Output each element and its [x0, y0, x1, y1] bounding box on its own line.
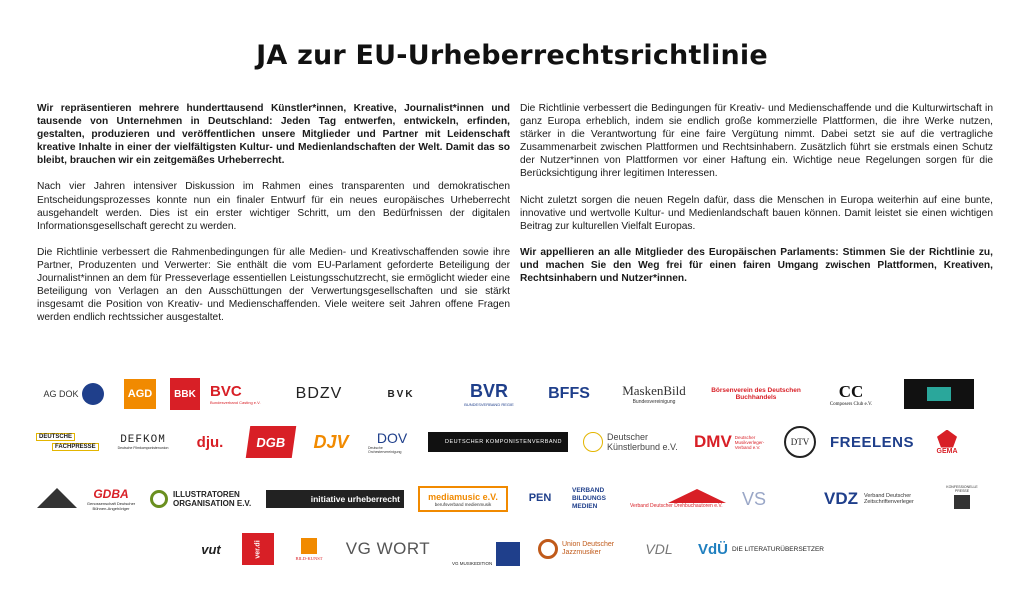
logo-bvc: [210, 378, 272, 410]
logo-vdz: [824, 484, 936, 514]
logo-text: AG DOK: [43, 389, 79, 399]
logo-udj: [538, 532, 626, 566]
logo-text: GDBA: [93, 487, 129, 501]
page-title: JA zur EU-Urheberrechtsrichtlinie: [256, 40, 768, 71]
logo-maskenbild: [618, 378, 690, 410]
logo-subtext: Deutscher Musikverleger-Verband e.V.: [734, 434, 765, 450]
logo-composers-club: [818, 378, 884, 410]
logo-text: PEN: [528, 492, 552, 504]
logo-dgb: [246, 426, 296, 458]
logo-gema: [930, 425, 964, 459]
logo-subtext: BUNDESVERBAND REGIE: [464, 402, 514, 407]
logo-dtv: [784, 426, 816, 458]
logo-bffs: [534, 380, 604, 408]
mark-icon: [496, 542, 520, 566]
logo-text: FREELENS: [829, 433, 914, 451]
logo-gdba: [82, 484, 140, 514]
logo-konfessionelle-presse: [944, 480, 980, 514]
logo-text: FACHPRESSE: [52, 443, 99, 451]
logo-text: BDZV: [295, 385, 343, 402]
logo-bdzv: [284, 378, 354, 410]
circle-mark-icon: [538, 539, 558, 559]
circle-mark-icon: [150, 490, 168, 508]
logo-dmv: [694, 426, 774, 458]
logo-verdi: [242, 533, 274, 565]
paragraph: Die Richtlinie verbessert die Bedingungen für Kreativ- und Medienschaffende und die Kulturwirtschaft in ganz Europa erheblich, indem sie endlich große kommerzielle Plattformen, die ihre Werke nutzen, stärker in die Verantwortung für eine faire Vergütung nimmt. Dabei setzt sie auf die vertragliche Zusammenarbeit zwischen Plattformen und Rechtsinhabern. Zusätzlich führt sie erstmals einen Schutz der Nutzer*innen von Plattformen vor einer Haftung ein. Wichtige neue Regelungen sorgen für die Berücksichtigung ihrer legitimen Interessen.: [520, 103, 993, 180]
logo-subtext: Deutsche Orchestervereinigung: [368, 446, 402, 454]
logo-text: Union Deutscher Jazzmusiker: [562, 541, 615, 556]
logo-gdba-mark: [36, 485, 78, 511]
logo-text: VERBAND BILDUNGS MEDIEN: [572, 487, 606, 510]
logo-text: ILLUSTRATOREN ORGANISATION E.V.: [173, 490, 252, 508]
logo-bvk: [366, 380, 436, 408]
logo-subtext: Deutsche Filmkomponistenunion: [117, 446, 169, 450]
logo-text: Verband Deutscher Drehbuchautoren e.V.: [630, 503, 723, 509]
logo-dov: [368, 426, 416, 458]
logo-text: Börsenverein des Deutschen Buchhandels: [711, 387, 801, 401]
logo-text: KONFESSIONELLE PRESSE: [946, 485, 978, 493]
logo-text: dju.: [196, 433, 224, 451]
logo-subtext: DIE LITERATURÜBERSETZER: [732, 545, 824, 553]
logo-text: VG MUSIKEDITION: [452, 561, 493, 566]
logo-illustratoren: [150, 484, 260, 514]
logo-text: DOV: [376, 430, 408, 446]
logo-subtext: berufsverband medienmusik: [434, 501, 492, 507]
logo-text: VDL: [645, 541, 673, 557]
paragraph: Nach vier Jahren intensiver Diskussion im Rahmen eines transparenten und demokratischen Entscheidungsprozesses konnte nun ein finaler Entwurf für ein neues europäisches Urheberrecht ausgehandelt werden. Dies ist ein erster wichtiger Schritt, um den Bedürfnissen der digitalen Informationsgesellschaft gerecht zu werden.: [37, 181, 510, 232]
logo-pen: [520, 482, 560, 514]
logo-vgwort: [338, 536, 438, 562]
triangle-mark-icon: [37, 488, 77, 508]
logo-subtext: Verband Deutscher Zeitschriftenverleger: [864, 493, 914, 505]
logo-vs: [742, 482, 812, 516]
logo-text: vut: [201, 541, 221, 557]
appeal-paragraph: Wir appellieren an alle Mitglieder des Europäischen Parlaments: Stimmen Sie der Richtlinie zu, und machen Sie den Weg frei für einen fairen Umgang zwischen Plattformen, Kreativen, Rechtsinhabern und Nutzer*innen.: [520, 246, 993, 285]
logo-text: MaskenBild: [622, 383, 686, 398]
paragraph: Nicht zuletzt sorgen die neuen Regeln dafür, dass die Menschen in Europa weiterhin auf eine bunte, innovative und wertvolle Kultur- und Medienlandschaft bauen können. Damit leistet sie einen wichtigen Beitrag zur kulturellen Vielfalt Europas.: [520, 194, 993, 232]
logo-text: mediamusic e.V.: [428, 491, 498, 502]
logo-defkom: [112, 427, 174, 457]
logo-djv: [308, 426, 354, 458]
paragraph: Die Richtlinie verbessert die Rahmenbedingungen für alle Medien- und Kreativschaffenden sowie ihre Partner, Produzenten und Verwerter: Sie enthält die vom EU-Parlament geforderte Beteiligung der Journalist*innen an dem für Presseverlage essentiellen Leistungsschutzrecht, sie ermöglicht wieder eine Beteiligung von Verlagen an den Ausschüttungen der Verwertungsgesellschaften und sie stärkt insgesamt die Position von Kreativ- und Medienschaffenden. Viele weitere seit Jahren offene Fragen werden endlich rechtssicher ausgestaltet.: [37, 246, 510, 324]
logo-text: Deutscher Künstlerbund e.V.: [607, 432, 678, 452]
gema-mark-icon: [937, 430, 957, 448]
logo-fachpresse: [36, 427, 98, 457]
logo-bbk: [170, 378, 200, 410]
circle-mark-icon: [583, 432, 603, 452]
logo-text: DEUTSCHER KOMPONISTENVERBAND: [445, 439, 562, 445]
mark-icon: [954, 495, 970, 509]
circle-mark-icon: [82, 383, 104, 405]
logo-vdl: [634, 536, 684, 562]
logo-text: initiative urheberrecht: [310, 494, 400, 504]
logo-text: CC: [838, 381, 864, 401]
logo-text: AGD: [127, 388, 153, 400]
logo-text: BFFS: [548, 385, 590, 402]
logo-text: BVK: [387, 388, 415, 400]
logo-text: DJV: [313, 431, 349, 452]
logo-bvr: [458, 378, 520, 410]
logo-agd: [124, 379, 156, 409]
logo-komponistenverband: [428, 432, 568, 452]
mark-icon: [301, 538, 317, 554]
mark-icon: [668, 489, 726, 503]
logo-text: BVR: [469, 381, 508, 401]
logo-subtext: Bundesverband Casting e.V.: [210, 400, 261, 405]
intro-paragraph: Wir repräsentieren mehrere hunderttausend Künstler*innen, Kreative, Journalist*innen und tausende von Unternehmen in Deutschland: Jeden Tag entwerfen, entwickeln, erfinden, gestalten, produzieren und veröffentlichen unsere Mitglieder und Partner mit Leidenschaft kreative Inhalte in einer der vielfältigsten Kultur- und Medienlandschaften der Welt. Damit das so bleibt, brauchen wir ein zeitgemäßes Urheberrecht.: [37, 103, 510, 167]
logo-text: BBK: [174, 388, 196, 400]
mark-icon: [927, 387, 951, 401]
logo-drehbuchautoren: [630, 482, 730, 516]
logo-text: BVC: [210, 383, 242, 400]
logo-agdok: [36, 380, 111, 408]
logo-text: VDZ: [824, 489, 858, 508]
logo-text: DMV: [694, 432, 732, 451]
logo-text: DEFKOM: [120, 434, 166, 446]
logo-boersenverein: [706, 382, 806, 406]
logo-vdue: [698, 534, 834, 564]
logo-text: VS: [742, 488, 767, 509]
logo-text: ver.di: [254, 539, 262, 559]
logo-bildkunst: [288, 532, 330, 566]
logo-text: DGB: [255, 434, 287, 450]
logo-dju: [188, 425, 232, 459]
logo-vgmusikedition: [452, 534, 524, 566]
logo-freelens: [826, 430, 918, 454]
logo-subtext: Genossenschaft Deutscher Bühnen-Angehöriger: [86, 501, 136, 511]
logo-akademie: [904, 379, 974, 409]
logo-text: GEMA: [936, 447, 958, 455]
logo-text: VG WORT: [345, 539, 431, 558]
logo-mediamusic: [418, 486, 508, 512]
logo-subtext: Bundesvereinigung: [632, 399, 676, 405]
logo-bildungsmedien: [572, 482, 632, 516]
logo-subtext: Composers Club e.V.: [829, 401, 873, 407]
logo-kuenstlerbund: [583, 428, 683, 456]
logo-text: DTV: [790, 437, 810, 447]
logo-text: VdÜ: [698, 540, 728, 558]
logo-text: DEUTSCHE: [36, 433, 75, 441]
logo-text: BILD-KUNST: [295, 555, 323, 561]
logo-initiative-urheberrecht: [266, 490, 404, 508]
logo-vut: [196, 532, 226, 566]
